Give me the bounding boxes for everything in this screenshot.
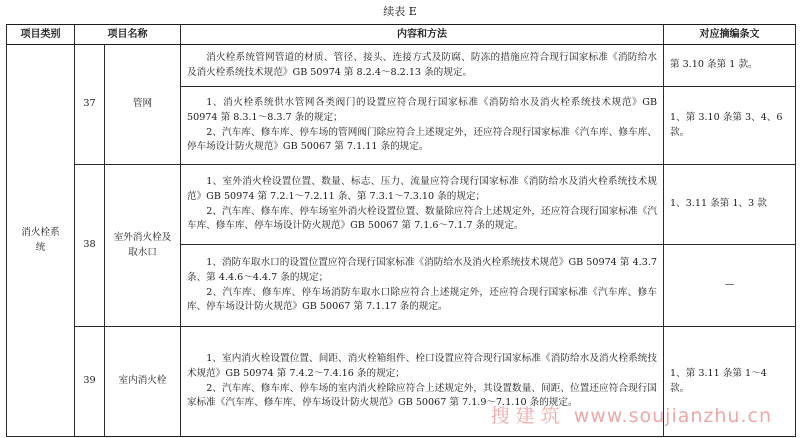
content-paragraph: 2、汽车库、修车库、停车场的管网阀门除应符合上述规定外，还应符合现行国家标准《汽车库、修车库、停车场设计防火规范》GB 50067 第 7.1.11 条的规定。 xyxy=(187,126,657,153)
category-label: 消火栓系统 xyxy=(21,226,60,253)
ref-cell: 1、第 3.11 条第 1～4 款。 xyxy=(664,327,796,437)
item-name: 管网 xyxy=(105,45,181,165)
ref-cell: 第 3.10 条第 1 款。 xyxy=(664,45,796,87)
header-content: 内容和方法 xyxy=(181,25,664,45)
content-cell xyxy=(181,165,664,245)
watermark-url: www.soujianzhu.cn xyxy=(573,405,772,427)
category-cell xyxy=(7,45,75,437)
table-row xyxy=(7,45,796,87)
content-paragraph: 1、消火栓系统供水管网各类阀门的设置应符合现行国家标准《消防给水及消火栓系统技术规范》GB 50974 第 8.3.1～8.3.7 条的规定； xyxy=(187,96,657,123)
item-number: 39 xyxy=(75,327,105,437)
content-paragraph: 消火栓系统管网管道的材质、管径、接头、连接方式及防腐、防冻的措施应符合现行国家标准《消防给水及消火栓系统技术规范》GB 50974 第 8.2.4～8.2.13 条的规定。 xyxy=(187,51,657,78)
table-row xyxy=(7,165,796,245)
header-row xyxy=(7,25,796,45)
content-cell xyxy=(181,245,664,327)
ref-cell: 1、第 3.10 条第 3、4、6 款。 xyxy=(664,87,796,165)
item-name: 室外消火栓及取水口 xyxy=(105,165,181,327)
content-paragraph: 1、室内消火栓设置位置、间距、消火栓箱组件、栓口设置应符合现行国家标准《消防给水及消火栓系统技术规范》GB 50974 第 7.4.2～7.4.16 条的规定； xyxy=(187,352,657,379)
standard-table xyxy=(6,24,796,437)
ref-cell: 1、3.11 条第 1、3 款 xyxy=(664,165,796,245)
content-paragraph: 2、汽车库、修车库、停车场消防车取水口除应符合上述规定外，还应符合现行国家标准《汽车库、修车库、停车场设计防火规范》GB 50067 第 7.1.17 条的规定。 xyxy=(187,286,657,313)
content-cell xyxy=(181,45,664,87)
content-paragraph: 2、汽车库、修车库、停车场的室内消火栓除应符合上述规定外，其设置数量、间距、位置还应符合现行国家标准《汽车库、修车库、停车场设计防火规范》GB 50067 第 7.1.9～7.1.10 条的规定。 xyxy=(187,382,657,409)
watermark xyxy=(491,401,772,428)
content-paragraph: 1、消防车取水口的设置位置应符合现行国家标准《消防给水及消火栓系统技术规范》GB 50974 第 4.3.7 条、第 4.4.6～4.4.7 条的规定； xyxy=(187,256,657,283)
header-ref: 对应摘编条文 xyxy=(664,25,796,45)
item-name: 室内消火栓 xyxy=(105,327,181,437)
watermark-cn: 搜建筑 xyxy=(490,405,566,427)
header-name: 项目名称 xyxy=(75,25,181,45)
item-number: 38 xyxy=(75,165,105,327)
content-cell xyxy=(181,87,664,165)
content-paragraph: 1、室外消火栓设置位置、数量、标志、压力、流量应符合现行国家标准《消防给水及消火栓系统技术规范》GB 50974 第 7.2.1～7.2.11 条、第 7.3.1～7.3.10 条的规定； xyxy=(187,175,657,202)
table-caption: 续表 E xyxy=(383,5,417,18)
ref-cell: — xyxy=(664,245,796,327)
header-category: 项目类别 xyxy=(7,25,75,45)
content-paragraph: 2、汽车库、修车库、停车场室外消火栓设置位置、数量除应符合上述规定外，还应符合现行国家标准《汽车库、修车库、停车场设计防火规范》GB 50067 第 7.1.6～7.1.7 条的规定。 xyxy=(187,205,657,232)
item-number: 37 xyxy=(75,45,105,165)
